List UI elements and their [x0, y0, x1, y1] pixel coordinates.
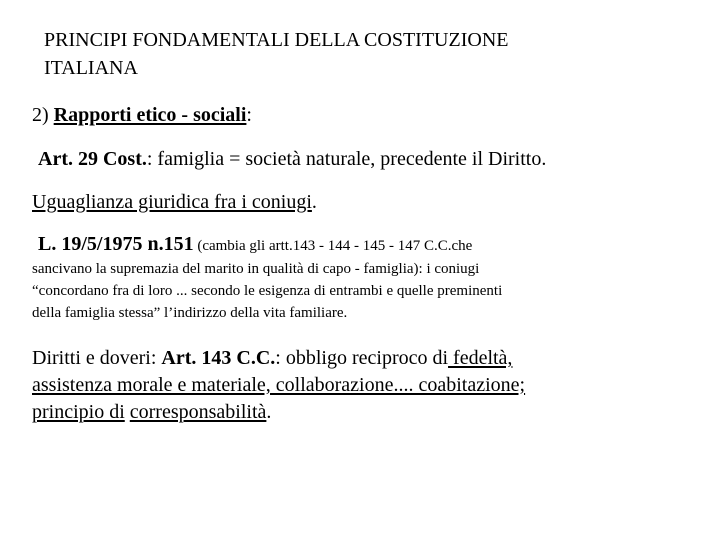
art143-label: Art. 143 C.C.: [161, 347, 276, 369]
section-heading: [32, 101, 252, 129]
legge-label: L. 19/5/1975 n.151: [38, 233, 194, 255]
art29-text: : famiglia = società naturale, precedente il Diritto.: [146, 148, 547, 170]
diritti-doveri-block: [32, 345, 692, 426]
title-line-2: ITALIANA: [44, 57, 138, 79]
fedelta-text: fedeltà,: [448, 347, 513, 369]
final-row-1: [32, 345, 692, 372]
principio-text: principio di: [32, 401, 125, 423]
paragraph-row-1: sancivano la supremazia del marito in qualità di capo - famiglia): i coniugi: [32, 261, 480, 277]
final-row-2: assistenza morale e materiale, collaborazione.... coabitazione;: [32, 374, 526, 396]
page-title: [44, 26, 684, 82]
title-line-1: PRINCIPI FONDAMENTALI DELLA COSTITUZIONE: [44, 29, 509, 51]
final-end: .: [266, 401, 272, 423]
art29-label: Art. 29 Cost.: [38, 148, 147, 170]
final-text: : obbligo reciproco di: [275, 347, 449, 369]
paragraph-row-2: “concordano fra di loro ... secondo le esigenza di entrambi e quelle preminenti: [32, 283, 503, 299]
final-row-3: [32, 399, 692, 426]
uguaglianza-line: [32, 188, 317, 216]
final-prefix: Diritti e doveri:: [32, 347, 162, 369]
section-suffix: :: [246, 104, 252, 126]
section-heading-text: Rapporti etico - sociali: [53, 104, 247, 126]
legge-paragraph: [32, 258, 692, 324]
legge-line: [38, 230, 472, 260]
section-prefix: 2): [32, 104, 54, 126]
corresponsabilita-text: corresponsabilità: [129, 401, 267, 423]
paragraph-row-3: della famiglia stessa” l’indirizzo della vita familiare.: [32, 305, 348, 321]
uguaglianza-suffix: .: [311, 191, 317, 213]
uguaglianza-text: Uguaglianza giuridica fra i coniugi: [32, 191, 312, 213]
art29-line: [38, 145, 546, 173]
legge-text: (cambia gli artt.143 - 144 - 145 - 147 C.C.che: [193, 238, 473, 254]
